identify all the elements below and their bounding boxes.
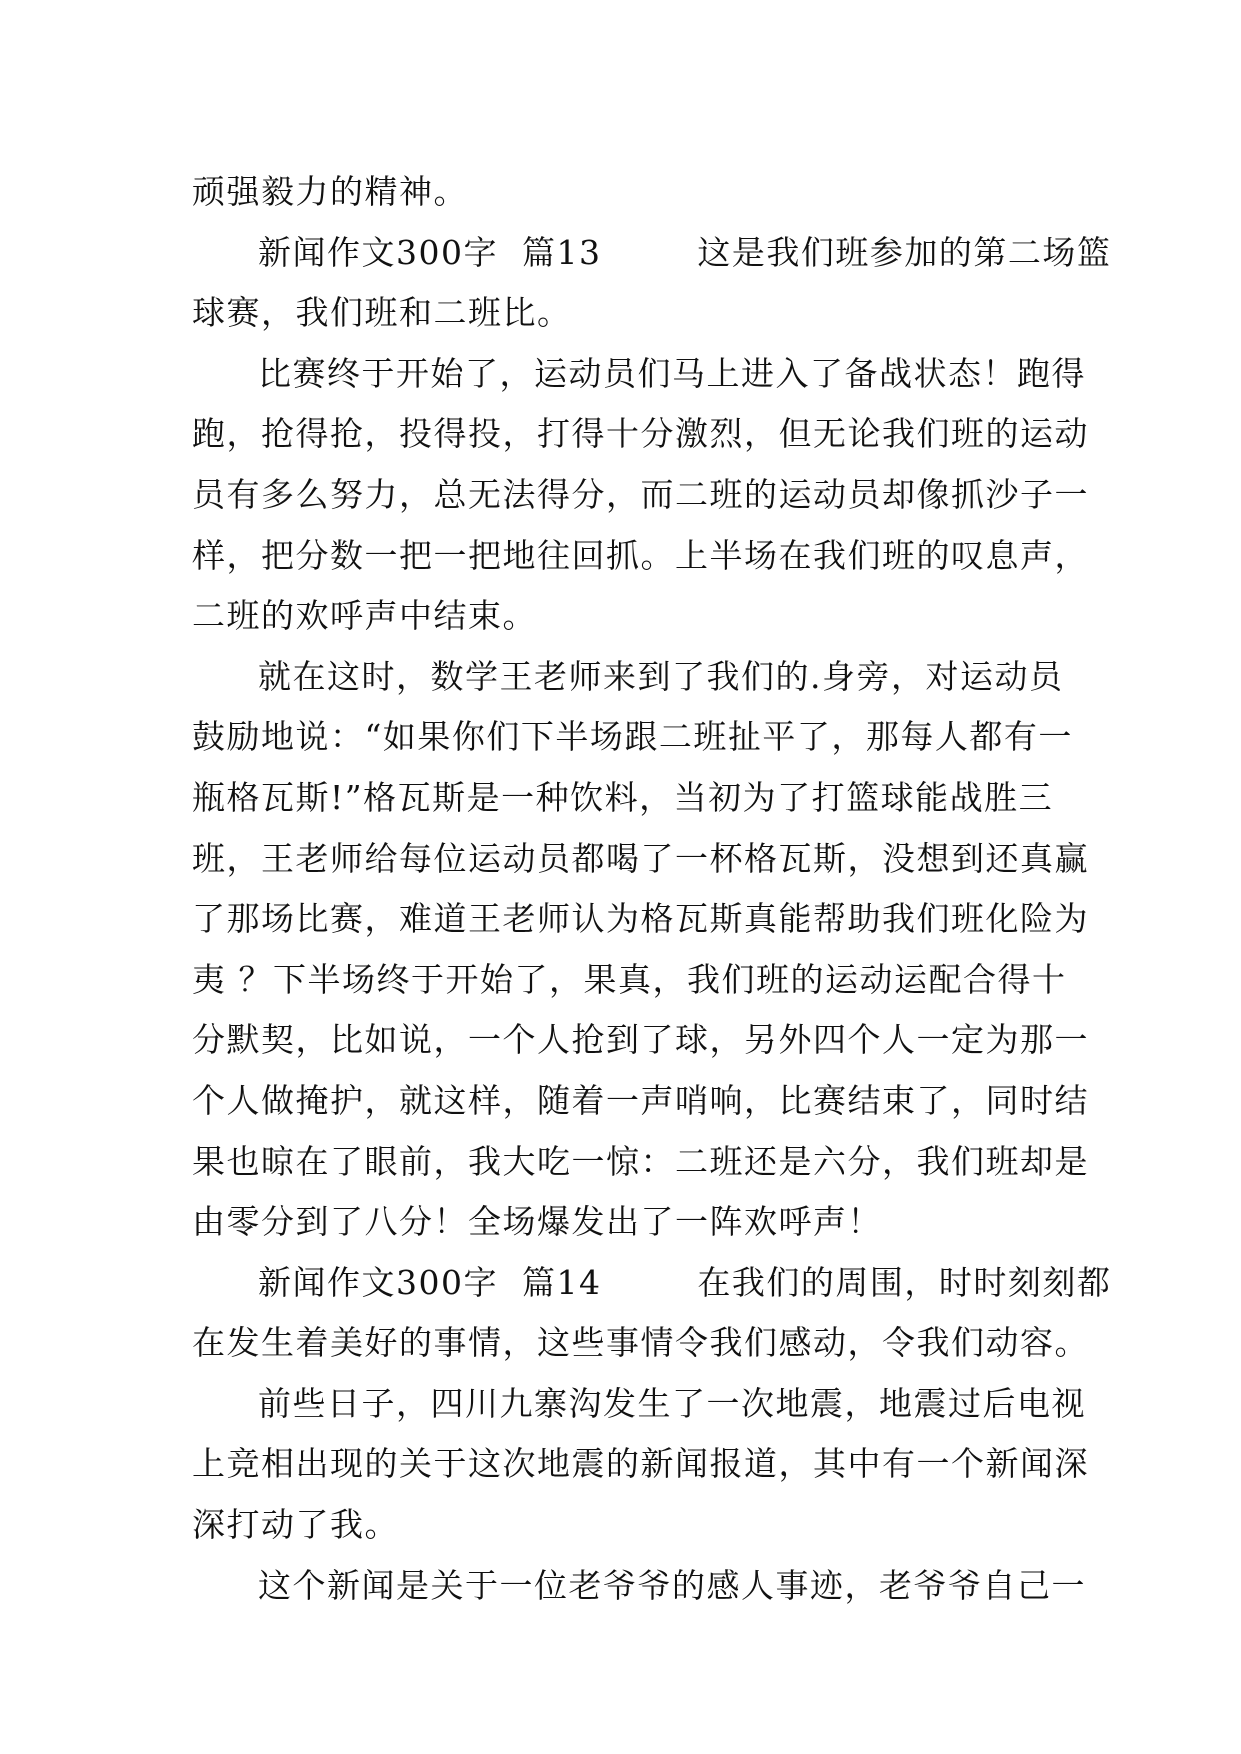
text-line: 深打动了我。 bbox=[192, 1505, 399, 1545]
text-line: 由零分到了八分！全场爆发出了一阵欢呼声！ bbox=[192, 1202, 882, 1242]
text-line: 果也晾在了眼前，我大吃一惊：二班还是六分，我们班却是 bbox=[192, 1141, 1089, 1181]
text-line: 球赛，我们班和二班比。 bbox=[192, 293, 572, 333]
text-line: 瓶格瓦斯!”格瓦斯是一种饮料，当初为了打篮球能战胜三 bbox=[192, 777, 1054, 817]
text-line: 就在这时，数学王老师来到了我们的.身旁，对运动员 bbox=[258, 656, 1064, 696]
text-line: 个人做掩护，就这样，随着一声哨响，比赛结束了，同时结 bbox=[192, 1080, 1089, 1120]
article-body bbox=[192, 162, 1112, 1616]
text-line: 这个新闻是关于一位老爷爷的感人事迹，老爷爷自己一 bbox=[258, 1565, 1086, 1605]
text-line: 样，把分数一把一把地往回抓。上半场在我们班的叹息声， bbox=[192, 535, 1089, 575]
text-line: 前些日子，四川九寨沟发生了一次地震，地震过后电视 bbox=[258, 1383, 1086, 1423]
text-line: 夷 ？下半场终于开始了，果真，我们班的运动运配合得十 bbox=[192, 959, 1067, 999]
text-line: 跑，抢得抢，投得投，打得十分激烈，但无论我们班的运动 bbox=[192, 414, 1089, 454]
text-line: 员有多么努力，总无法得分，而二班的运动员却像抓沙子一 bbox=[192, 474, 1089, 514]
text-line: 分默契，比如说，一个人抢到了球，另外四个人一定为那一 bbox=[192, 1020, 1089, 1060]
text-line: 鼓励地说：“如果你们下半场跟二班扯平了，那每人都有一 bbox=[192, 717, 1073, 757]
text-line: 上竞相出现的关于这次地震的新闻报道，其中有一个新闻深 bbox=[192, 1444, 1089, 1484]
text-line: 在发生着美好的事情，这些事情令我们感动，令我们动容。 bbox=[192, 1323, 1089, 1363]
text-line: 顽强毅力的精神。 bbox=[192, 172, 468, 211]
text-line: 比赛终于开始了，运动员们马上进入了备战状态！跑得 bbox=[258, 353, 1086, 393]
text-line: 了那场比赛，难道王老师认为格瓦斯真能帮助我们班化险为 bbox=[192, 899, 1089, 939]
text-line: 新闻作文300字 篇14 在我们的周围，时时刻刻都 bbox=[258, 1262, 1112, 1302]
text-line: 新闻作文300字 篇13 这是我们班参加的第二场篮 bbox=[258, 232, 1112, 272]
text-line: 二班的欢呼声中结束。 bbox=[192, 596, 537, 636]
text-line: 班，王老师给每位运动员都喝了一杯格瓦斯，没想到还真赢 bbox=[192, 838, 1089, 878]
